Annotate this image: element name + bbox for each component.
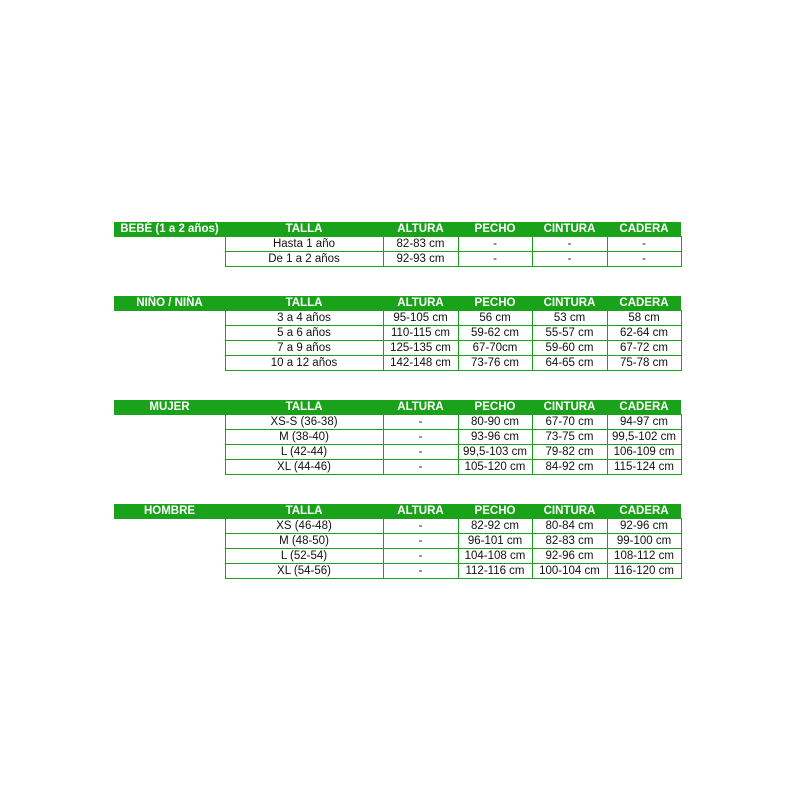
cell-pecho: - <box>458 237 532 252</box>
cell-pecho: 80-90 cm <box>458 415 532 430</box>
cell-pecho: 104-108 cm <box>458 549 532 564</box>
empty-cell <box>114 519 225 534</box>
cell-talla: L (52-54) <box>225 549 383 564</box>
cell-cintura: 64-65 cm <box>532 356 607 371</box>
cell-cadera: 115-124 cm <box>607 460 681 475</box>
cell-cadera: - <box>607 252 681 267</box>
empty-cell <box>114 430 225 445</box>
cell-altura: - <box>383 445 458 460</box>
table-header-row <box>114 400 681 415</box>
cell-talla: XL (54-56) <box>225 564 383 579</box>
table-row <box>114 460 681 475</box>
cell-altura: - <box>383 534 458 549</box>
cell-talla: L (42-44) <box>225 445 383 460</box>
cell-talla: De 1 a 2 años <box>225 252 383 267</box>
column-header-talla: TALLA <box>225 400 383 415</box>
table-row <box>114 356 681 371</box>
cell-talla: 3 a 4 años <box>225 311 383 326</box>
table-header-row <box>114 222 681 237</box>
table-row <box>114 341 681 356</box>
column-header-cintura: CINTURA <box>532 296 607 311</box>
cell-altura: - <box>383 430 458 445</box>
column-header-cintura: CINTURA <box>532 222 607 237</box>
cell-talla: 7 a 9 años <box>225 341 383 356</box>
empty-cell <box>114 534 225 549</box>
cell-pecho: 96-101 cm <box>458 534 532 549</box>
column-header-talla: TALLA <box>225 504 383 519</box>
column-header-talla: TALLA <box>225 296 383 311</box>
empty-cell <box>114 326 225 341</box>
cell-cintura: 73-75 cm <box>532 430 607 445</box>
table-category-label: HOMBRE <box>114 504 225 519</box>
cell-altura: 92-93 cm <box>383 252 458 267</box>
column-header-pecho: PECHO <box>458 504 532 519</box>
cell-cintura: 55-57 cm <box>532 326 607 341</box>
cell-pecho: 56 cm <box>458 311 532 326</box>
cell-altura: - <box>383 549 458 564</box>
cell-pecho: 73-76 cm <box>458 356 532 371</box>
cell-cadera: 108-112 cm <box>607 549 681 564</box>
table-row <box>114 415 681 430</box>
table-category-label: MUJER <box>114 400 225 415</box>
column-header-pecho: PECHO <box>458 296 532 311</box>
cell-cadera: 58 cm <box>607 311 681 326</box>
table-row <box>114 564 681 579</box>
cell-pecho: 59-62 cm <box>458 326 532 341</box>
table-row <box>114 237 681 252</box>
empty-cell <box>114 341 225 356</box>
empty-cell <box>114 356 225 371</box>
cell-pecho: 112-116 cm <box>458 564 532 579</box>
cell-altura: - <box>383 564 458 579</box>
cell-altura: 125-135 cm <box>383 341 458 356</box>
table-row <box>114 534 681 549</box>
cell-cintura: 79-82 cm <box>532 445 607 460</box>
empty-cell <box>114 564 225 579</box>
table-row <box>114 445 681 460</box>
cell-pecho: 67-70cm <box>458 341 532 356</box>
empty-cell <box>114 460 225 475</box>
empty-cell <box>114 445 225 460</box>
cell-pecho: 105-120 cm <box>458 460 532 475</box>
cell-cadera: 106-109 cm <box>607 445 681 460</box>
cell-cintura: 92-96 cm <box>532 549 607 564</box>
cell-cadera: 75-78 cm <box>607 356 681 371</box>
cell-cadera: - <box>607 237 681 252</box>
cell-talla: Hasta 1 año <box>225 237 383 252</box>
cell-altura: - <box>383 519 458 534</box>
table-row <box>114 519 681 534</box>
size-table-nino-nina <box>114 296 682 371</box>
cell-cintura: 67-70 cm <box>532 415 607 430</box>
cell-pecho: - <box>458 252 532 267</box>
cell-cintura: 53 cm <box>532 311 607 326</box>
cell-cintura: 82-83 cm <box>532 534 607 549</box>
column-header-pecho: PECHO <box>458 400 532 415</box>
cell-talla: XL (44-46) <box>225 460 383 475</box>
column-header-altura: ALTURA <box>383 296 458 311</box>
cell-talla: M (48-50) <box>225 534 383 549</box>
cell-altura: - <box>383 415 458 430</box>
cell-talla: M (38-40) <box>225 430 383 445</box>
table-category-label: BEBÉ (1 a 2 años) <box>114 222 225 237</box>
cell-talla: XS (46-48) <box>225 519 383 534</box>
empty-cell <box>114 252 225 267</box>
table-header-row <box>114 504 681 519</box>
cell-cadera: 116-120 cm <box>607 564 681 579</box>
cell-cintura: 80-84 cm <box>532 519 607 534</box>
size-table-bebe <box>114 222 682 267</box>
cell-talla: 5 a 6 años <box>225 326 383 341</box>
empty-cell <box>114 311 225 326</box>
cell-cintura: - <box>532 237 607 252</box>
column-header-talla: TALLA <box>225 222 383 237</box>
empty-cell <box>114 237 225 252</box>
table-row <box>114 252 681 267</box>
cell-cintura: - <box>532 252 607 267</box>
column-header-altura: ALTURA <box>383 400 458 415</box>
size-table-mujer <box>114 400 682 475</box>
cell-cadera: 62-64 cm <box>607 326 681 341</box>
cell-pecho: 99,5-103 cm <box>458 445 532 460</box>
table-row <box>114 549 681 564</box>
cell-cadera: 94-97 cm <box>607 415 681 430</box>
cell-cintura: 84-92 cm <box>532 460 607 475</box>
cell-cadera: 99-100 cm <box>607 534 681 549</box>
column-header-cintura: CINTURA <box>532 400 607 415</box>
cell-pecho: 82-92 cm <box>458 519 532 534</box>
size-table-hombre <box>114 504 682 579</box>
empty-cell <box>114 549 225 564</box>
column-header-cadera: CADERA <box>607 222 681 237</box>
cell-cintura: 59-60 cm <box>532 341 607 356</box>
cell-altura: - <box>383 460 458 475</box>
table-row <box>114 326 681 341</box>
column-header-cadera: CADERA <box>607 504 681 519</box>
cell-cadera: 92-96 cm <box>607 519 681 534</box>
cell-altura: 95-105 cm <box>383 311 458 326</box>
table-category-label: NIÑO / NIÑA <box>114 296 225 311</box>
table-row <box>114 311 681 326</box>
empty-cell <box>114 415 225 430</box>
cell-talla: XS-S (36-38) <box>225 415 383 430</box>
cell-altura: 142-148 cm <box>383 356 458 371</box>
cell-pecho: 93-96 cm <box>458 430 532 445</box>
cell-cintura: 100-104 cm <box>532 564 607 579</box>
table-header-row <box>114 296 681 311</box>
table-row <box>114 430 681 445</box>
column-header-cadera: CADERA <box>607 400 681 415</box>
column-header-cintura: CINTURA <box>532 504 607 519</box>
column-header-cadera: CADERA <box>607 296 681 311</box>
column-header-altura: ALTURA <box>383 504 458 519</box>
column-header-pecho: PECHO <box>458 222 532 237</box>
cell-cadera: 99,5-102 cm <box>607 430 681 445</box>
column-header-altura: ALTURA <box>383 222 458 237</box>
cell-altura: 82-83 cm <box>383 237 458 252</box>
cell-cadera: 67-72 cm <box>607 341 681 356</box>
cell-altura: 110-115 cm <box>383 326 458 341</box>
cell-talla: 10 a 12 años <box>225 356 383 371</box>
